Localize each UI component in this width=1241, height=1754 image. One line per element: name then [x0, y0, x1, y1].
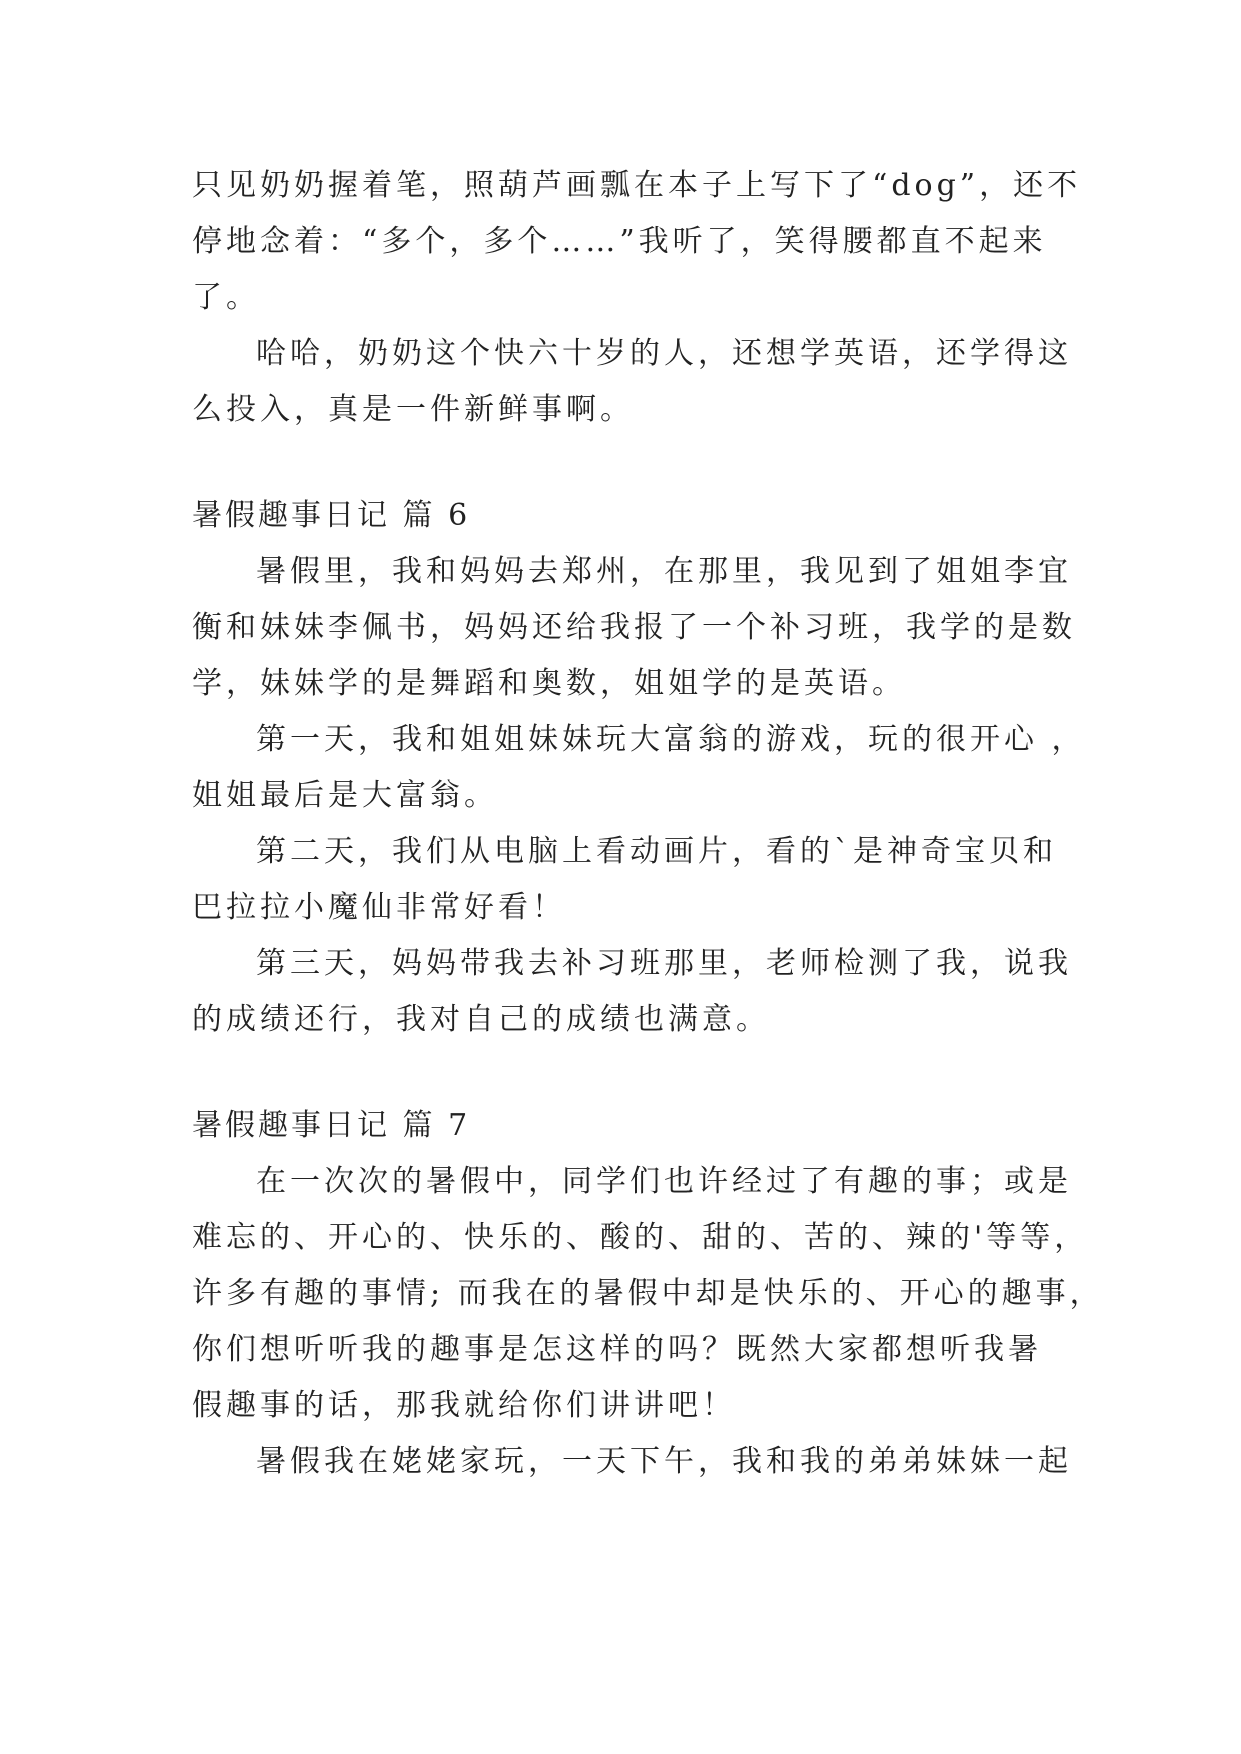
text-line: 暑假我在姥姥家玩，一天下午，我和我的弟弟妹妹一起	[256, 1444, 1072, 1479]
text-line: 哈哈，奶奶这个快六十岁的人，还想学英语，还学得这	[256, 336, 1072, 371]
section-7	[192, 1098, 1104, 1490]
paragraph-grandma-writing	[192, 158, 1082, 326]
paragraph	[192, 1154, 1104, 1434]
paragraph	[192, 936, 1072, 1048]
text-line: 假趣事的话，那我就给你们讲讲吧！	[192, 1388, 736, 1423]
section-heading: 暑假趣事日记 篇 6	[192, 498, 471, 533]
paragraph	[192, 824, 1057, 936]
section-heading: 暑假趣事日记 篇 7	[192, 1108, 471, 1143]
paragraph	[192, 1434, 1072, 1490]
text-line: 难忘的、开心的、快乐的、酸的、甜的、苦的、辣的'等等，	[192, 1220, 1089, 1255]
text-line: 停地念着：“多个，多个……”我听了，笑得腰都直不起来	[192, 224, 1047, 259]
text-line: 在一次次的暑假中，同学们也许经过了有趣的事；或是	[256, 1164, 1072, 1199]
text-line: 只见奶奶握着笔，照葫芦画瓢在本子上写下了“dog”，还不	[192, 168, 1082, 203]
text-line: 学，妹妹学的是舞蹈和奥数，姐姐学的是英语。	[192, 666, 906, 701]
section-gap	[192, 438, 1052, 488]
section-6	[192, 488, 1086, 1048]
text-line: 的成绩还行，我对自己的成绩也满意。	[192, 1002, 770, 1037]
text-line: 巴拉拉小魔仙非常好看！	[192, 890, 566, 925]
text-line: 姐姐最后是大富翁。	[192, 778, 498, 813]
text-line: 第二天，我们从电脑上看动画片，看的`是神奇宝贝和	[256, 834, 1057, 869]
text-line: 衡和妹妹李佩书，妈妈还给我报了一个补习班，我学的是数	[192, 610, 1076, 645]
text-line: 许多有趣的事情; 而我在的暑假中却是快乐的、开心的趣事，	[192, 1276, 1104, 1311]
text-line: 了。	[192, 280, 260, 315]
paragraph	[192, 544, 1076, 712]
text-line: 你们想听听我的趣事是怎这样的吗？既然大家都想听我暑	[192, 1332, 1042, 1367]
text-line: 第一天，我和姐姐妹妹玩大富翁的游戏，玩的很开心 ，	[256, 722, 1086, 757]
text-line: 暑假里，我和妈妈去郑州，在那里，我见到了姐姐李宜	[256, 554, 1072, 589]
text-line: 么投入，真是一件新鲜事啊。	[192, 392, 634, 427]
text-line: 第三天，妈妈带我去补习班那里，老师检测了我，说我	[256, 946, 1072, 981]
paragraph	[192, 712, 1086, 824]
document-page	[192, 158, 1104, 1490]
section-gap	[192, 1048, 1052, 1098]
paragraph-grandma-english	[192, 326, 1072, 438]
